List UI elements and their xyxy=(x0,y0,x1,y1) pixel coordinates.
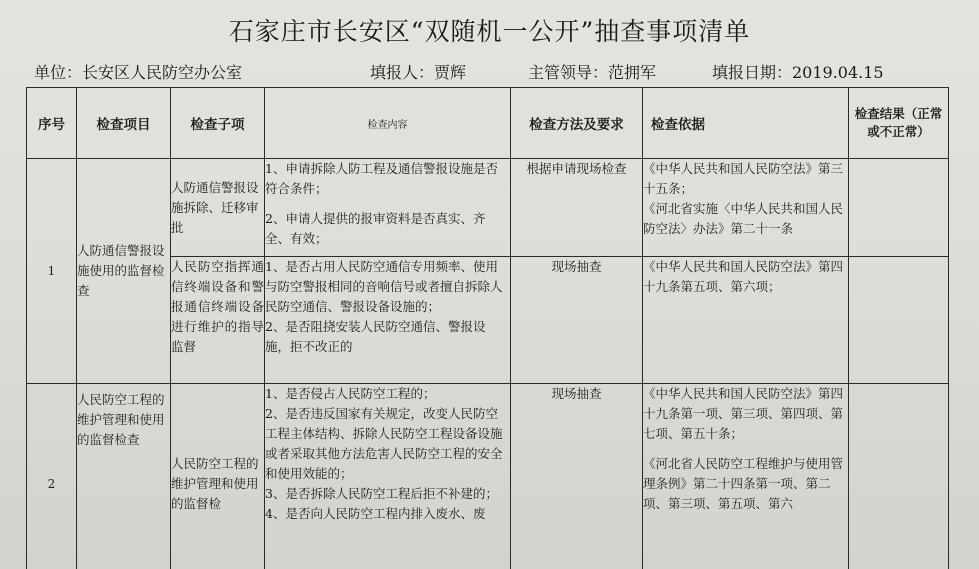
basis-line: 《中华人民共和国人民防空法》第四十九条第五项、第六项； xyxy=(643,259,844,294)
header-index: 序号 xyxy=(27,88,77,159)
table-row xyxy=(27,384,949,569)
header-basis: 检查依据 xyxy=(643,88,849,159)
row-result xyxy=(849,159,949,257)
table-row xyxy=(27,159,949,257)
basis-line: 《中华人民共和国人民防空法》第四十九条第一项、第三项、第四项、第七项、第五十条； xyxy=(643,386,844,441)
row-content xyxy=(265,384,511,569)
content-line: 3、是否拆除人民防空工程后拒不补建的； xyxy=(265,486,498,501)
meta-filler: 填报人：贾辉 xyxy=(370,63,467,82)
row-method: 根据申请现场检查 xyxy=(511,159,643,257)
content-line: 1、申请拆除人防工程及通信警报设施是否符合条件； xyxy=(265,161,498,196)
content-line: 2、申请人提供的报审资料是否真实、齐全、有效； xyxy=(265,211,486,246)
meta-date: 填报日期：2019.04.15 xyxy=(712,63,884,82)
meta-unit: 单位：长安区人民防空办公室 xyxy=(34,63,243,82)
content-line: 2、是否阻挠安装人民防空通信、警报设施，拒不改正的 xyxy=(265,319,486,354)
header-content: 检查内容 xyxy=(265,88,511,159)
header-subitem: 检查子项 xyxy=(171,88,265,159)
row-subitem: 人防通信警报设施拆除、迁移审批 xyxy=(171,159,265,257)
header-method: 检查方法及要求 xyxy=(511,88,643,159)
row-content xyxy=(265,257,511,384)
header-row xyxy=(27,88,949,159)
row-index: 2 xyxy=(27,384,77,569)
header-result: 检查结果（正常或不正常） xyxy=(849,88,949,159)
content-line: 4、是否向人民防空工程内排入废水、废 xyxy=(265,506,486,521)
row-content xyxy=(265,159,511,257)
basis-line: 《河北省实施〈中华人民共和国人民防空法〉办法》第二十一条 xyxy=(643,201,844,236)
basis-line: 《中华人民共和国人民防空法》第三十五条； xyxy=(643,161,844,196)
content-line: 1、是否侵占人民防空工程的； xyxy=(265,386,436,401)
content-line: 1、是否占用人民防空通信专用频率、使用与防空警报相同的音响信号或者擅自拆除人民防空通信、警报设备设施的； xyxy=(265,259,503,314)
row-subitem: 人民防空指挥通信终端设备和警报通信终端设备进行维护的指导监督 xyxy=(171,257,265,384)
row-index: 1 xyxy=(27,159,77,384)
content-line: 2、是否违反国家有关规定，改变人民防空工程主体结构、拆除人民防空工程设备设施或者采取其他方法危害人民防空工程的安全和使用效能的； xyxy=(265,406,503,481)
row-result xyxy=(849,384,949,569)
row-item: 人民防空工程的维护管理和使用的监督检查 xyxy=(77,384,171,569)
row-item: 人防通信警报设施使用的监督检查 xyxy=(77,159,171,384)
row-subitem: 人民防空工程的维护管理和使用的监督检 xyxy=(171,384,265,569)
row-basis xyxy=(643,384,849,569)
inspection-table xyxy=(26,87,949,569)
row-basis xyxy=(643,159,849,257)
basis-line: 《河北省人民防空工程维护与使用管理条例》第二十四条第一项、第二项、第三项、第五项、第六 xyxy=(643,456,844,511)
row-method: 现场抽查 xyxy=(511,257,643,384)
meta-leader: 主管领导：范拥军 xyxy=(528,63,657,82)
row-result xyxy=(849,257,949,384)
document-title: 石家庄市长安区“双随机一公开”抽查事项清单 xyxy=(228,17,751,46)
row-method: 现场抽查 xyxy=(511,384,643,569)
header-item: 检查项目 xyxy=(77,88,171,159)
row-basis xyxy=(643,257,849,384)
